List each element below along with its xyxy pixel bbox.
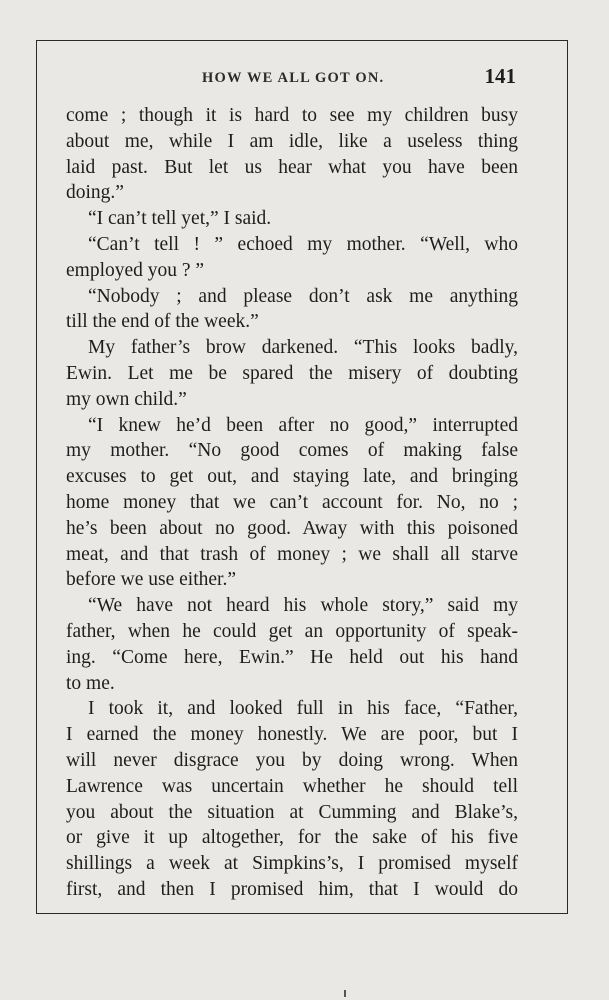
- running-head: HOW WE ALL GOT ON.: [202, 70, 385, 86]
- text-line: I earned the money honestly. We are poor, but I: [66, 724, 518, 746]
- text-line: first, and then I promised him, that I would do: [66, 878, 518, 900]
- text-line: “I can’t tell yet,” I said.: [88, 208, 272, 230]
- text-line: My father’s brow darkened. “This looks badly,: [88, 337, 518, 359]
- text-line: my mother. “No good comes of making false: [66, 440, 518, 462]
- body-text: [66, 103, 518, 903]
- scan-mark: [344, 990, 346, 997]
- page-header: [66, 64, 518, 94]
- text-line: meat, and that trash of money ; we shall all starve: [66, 543, 518, 565]
- text-line: employed you ? ”: [66, 259, 205, 281]
- text-line: I took it, and looked full in his face, “Father,: [88, 698, 518, 720]
- text-line: till the end of the week.”: [66, 311, 259, 333]
- text-line: about me, while I am idle, like a useless thing: [66, 130, 518, 152]
- text-line: father, when he could get an opportunity of speak-: [66, 620, 518, 642]
- text-line: shillings a week at Simpkins’s, I promised myself: [66, 853, 518, 875]
- text-line: my own child.”: [66, 388, 187, 410]
- text-line: you about the situation at Cumming and Blake’s,: [66, 801, 518, 823]
- text-line: home money that we can’t account for. No, no ;: [66, 491, 518, 513]
- text-line: doing.”: [66, 182, 124, 204]
- page-number: 141: [484, 64, 516, 88]
- text-line: ing. “Come here, Ewin.” He held out his hand: [66, 646, 518, 668]
- text-line: Lawrence was uncertain whether he should tell: [66, 775, 518, 797]
- text-line: will never disgrace you by doing wrong. When: [66, 749, 518, 771]
- text-line: he’s been about no good. Away with this poisoned: [66, 517, 518, 539]
- text-line: to me.: [66, 672, 115, 694]
- text-line: “Nobody ; and please don’t ask me anything: [88, 285, 518, 307]
- text-line: “I knew he’d been after no good,” interrupted: [88, 414, 518, 436]
- text-line: excuses to get out, and staying late, and bringing: [66, 466, 518, 488]
- text-line: Ewin. Let me be spared the misery of doubting: [66, 362, 518, 384]
- text-line: before we use either.”: [66, 569, 236, 591]
- text-line: laid past. But let us hear what you have been: [66, 156, 518, 178]
- text-line: come ; though it is hard to see my children busy: [66, 105, 518, 126]
- text-line: “Can’t tell ! ” echoed my mother. “Well, who: [88, 233, 518, 255]
- text-line: or give it up altogether, for the sake of his five: [66, 827, 518, 849]
- text-line: “We have not heard his whole story,” said my: [88, 595, 518, 617]
